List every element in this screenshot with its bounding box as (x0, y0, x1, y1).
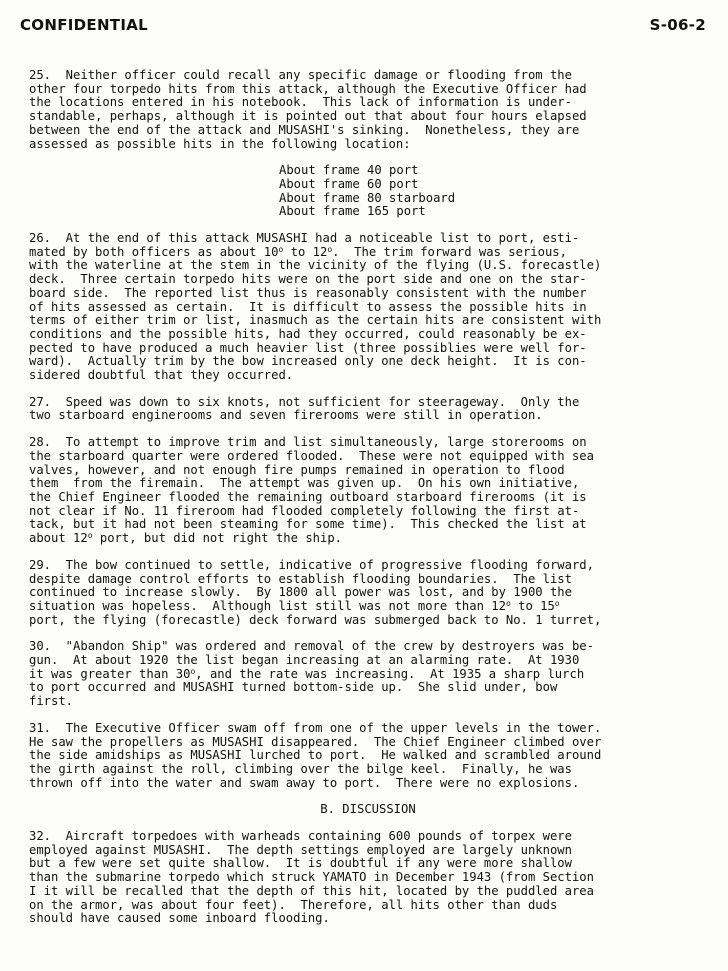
text-line: of hits assessed as certain. It is difficult to assess the possible hits in (29, 299, 587, 314)
text-line: with the waterline at the stem in the vicinity of the flying (U.S. forecastle) (29, 258, 602, 273)
text-line: terms of either trim or list, inasmuch as the certain hits are consistent with (29, 313, 602, 328)
paragraph-29 (29, 559, 707, 628)
paragraph-28 (29, 436, 707, 546)
text-line: other four torpedo hits from this attack, although the Executive Officer had (29, 81, 587, 96)
text-line: the girth against the roll, climbing over the bilge keel. Finally, he was (29, 761, 572, 776)
paragraph-32 (29, 830, 707, 926)
text-line: 28. To attempt to improve trim and list simultaneously, large storerooms on (29, 435, 587, 450)
text-line: I it will be recalled that the depth of this hit, located by the puddled area (29, 883, 594, 898)
text-line: 29. The bow continued to settle, indicative of progressive flooding forward, (29, 557, 594, 572)
location-list (279, 164, 707, 219)
text-line: to port occurred and MUSASHI turned bottom-side up. She slid under, bow (29, 680, 558, 695)
text-line: two starboard enginerooms and seven firerooms were still in operation. (29, 408, 543, 423)
text-line: About frame 80 starboard (279, 190, 456, 205)
text-line: He saw the propellers as MUSASHI disappeared. The Chief Engineer climbed over (29, 734, 602, 749)
text-line: employed against MUSASHI. The depth settings employed are largely unknown (29, 842, 572, 857)
text-line: pected to have produced a much heavier list (three possiblies were well for- (29, 340, 587, 355)
section-heading: B. DISCUSSION (320, 802, 416, 817)
text-line: between the end of the attack and MUSASHI's sinking. Nonetheless, they are (29, 122, 580, 137)
text-line: 31. The Executive Officer swam off from one of the upper levels in the tower. (29, 720, 602, 735)
text-line: continued to increase slowly. By 1800 all power was lost, and by 1900 the (29, 585, 572, 600)
paragraph-25 (29, 69, 707, 151)
text-line: about 12$^o$ port, but did not right the ship. (29, 531, 343, 546)
text-line: the side amidships as MUSASHI lurched to port. He walked and scrambled around (29, 748, 602, 763)
text-line: About frame 60 port (279, 176, 419, 191)
text-line: deck. Three certain torpedo hits were on the port side and one on the star- (29, 272, 587, 287)
text-line: on the armor, was about four feet). Therefore, all hits other than duds (29, 897, 558, 912)
text-line: gun. At about 1920 the list began increasing at an alarming rate. At 1930 (29, 653, 580, 668)
text-line: should have caused some inboard flooding. (29, 911, 330, 926)
page-number: S-06-2 (649, 16, 706, 34)
text-line: despite damage control efforts to establish flooding boundaries. The list (29, 571, 572, 586)
text-line: them from the firemain. The attempt was given up. On his own initiative, (29, 476, 580, 491)
paragraph-31 (29, 722, 707, 791)
text-line: About frame 40 port (279, 163, 419, 178)
paragraph-27 (29, 396, 707, 423)
text-line: port, the flying (forecastle) deck forward was submerged back to No. 1 turret, (29, 612, 602, 627)
paragraph-26 (29, 232, 707, 383)
text-line: the starboard quarter were ordered flooded. These were not equipped with sea (29, 448, 594, 463)
text-line: sidered doubtful that they occurred. (29, 368, 294, 383)
text-line: 25. Neither officer could recall any specific damage or flooding from the (29, 68, 572, 82)
text-line: it was greater than 30$^o$, and the rate was increasing. At 1935 a sharp lurch (29, 666, 585, 681)
classification-header: CONFIDENTIAL (20, 16, 148, 34)
text-line: the Chief Engineer flooded the remaining outboard starboard firerooms (it is (29, 489, 587, 504)
text-line: assessed as possible hits in the following location: (29, 136, 411, 151)
text-line: thrown off into the water and swam away to port. There were no explosions. (29, 775, 580, 790)
text-line: mated by both officers as about 10$^o$ to 12$^o$. The trim forward was serious, (29, 244, 567, 259)
text-line: conditions and the possible hits, had they occurred, could reasonably be ex- (29, 326, 587, 341)
text-line: 32. Aircraft torpedoes with warheads containing 600 pounds of torpex were (29, 829, 572, 844)
document-body (29, 69, 707, 939)
text-line: board side. The reported list thus is reasonably consistent with the number (29, 285, 587, 300)
text-line: than the submarine torpedo which struck YAMATO in December 1943 (from Section (29, 870, 594, 885)
text-line: ward). Actually trim by the bow increased only one deck height. It is con- (29, 354, 587, 369)
text-line: standable, perhaps, although it is pointed out that about four hours elapsed (29, 109, 587, 124)
text-line: the locations entered in his notebook. This lack of information is under- (29, 95, 572, 110)
text-line: About frame 165 port (279, 204, 426, 219)
text-line: but a few were set quite shallow. It is doubtful if any were more shallow (29, 856, 572, 871)
text-line: 26. At the end of this attack MUSASHI had a noticeable list to port, esti- (29, 231, 580, 246)
text-line: 27. Speed was down to six knots, not sufficient for steerageway. Only the (29, 394, 580, 409)
text-line: situation was hopeless. Although list still was not more than 12$^o$ to 15$^o$ (29, 598, 560, 613)
text-line: not clear if No. 11 fireroom had flooded completely following the first at- (29, 503, 580, 518)
text-line: first. (29, 694, 74, 709)
text-line: 30. "Abandon Ship" was ordered and removal of the crew by destroyers was be- (29, 639, 594, 654)
text-line: tack, but it had not been steaming for some time). This checked the list at (29, 517, 587, 532)
paragraph-30 (29, 640, 707, 709)
text-line: valves, however, and not enough fire pumps remained in operation to flood (29, 462, 565, 477)
